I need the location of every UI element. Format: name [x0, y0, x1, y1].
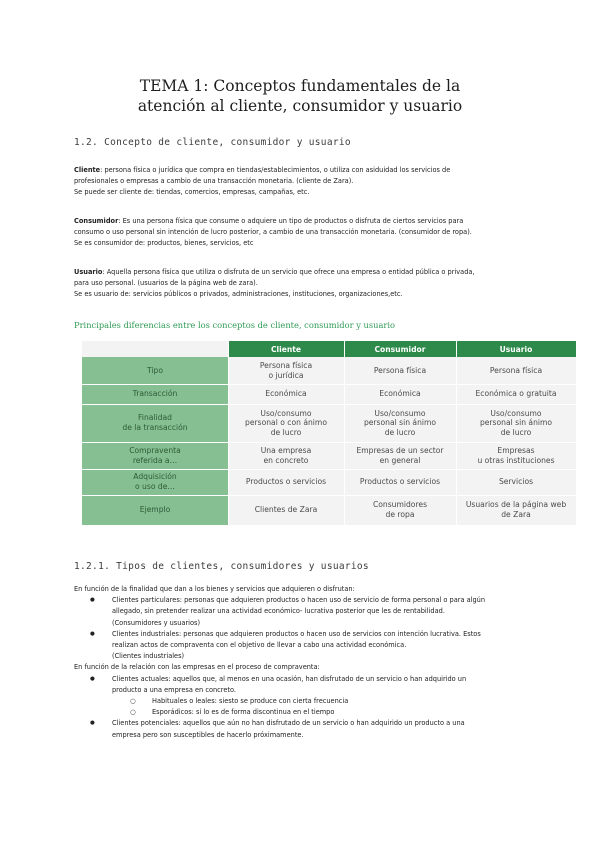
table-cell: Clientes de Zara: [254, 505, 318, 515]
definition-text: profesionales o empresas a cambio de una transacción monetaria. (cliente de Zara).: [74, 177, 354, 186]
definition-text: Se es consumidor de: productos, bienes, servicios, etc: [74, 239, 254, 248]
list-item: ● Clientes industriales: personas que adquieren productos o hacen uso de servicios con intención lucrativa. Estos: [74, 629, 564, 640]
table-row-label: Finalidad de la transacción: [122, 413, 188, 432]
term-cliente: Cliente: [74, 166, 101, 174]
definition-usuario: [74, 267, 544, 301]
table-cell: Usuarios de la página web de Zara: [465, 500, 567, 519]
table-row-label: Transacción: [132, 389, 178, 399]
term-usuario: Usuario: [74, 268, 103, 276]
comparison-table: [82, 341, 576, 525]
table-cell: Persona física: [373, 365, 427, 375]
list-item-continuation: realizan actos de compraventa con el objetivo de llevar a cabo una actividad económica.: [112, 641, 407, 650]
definition-text: consumo o uso personal sin intención de lucro posterior, a cambio de una transacción monetaria. (consumidor de ropa).: [74, 228, 472, 237]
table-cell: Económica: [265, 389, 307, 399]
table-row-label: Adquisición o uso de…: [133, 472, 177, 491]
table-cell: Persona física o jurídica: [259, 360, 313, 380]
table-row-label: Ejemplo: [139, 505, 171, 515]
table-cell: Productos o servicios: [245, 477, 327, 487]
table-cell: Uso/consumo personal sin ánimo de lucro: [363, 408, 437, 437]
definition-text: : persona física o jurídica que compra en tiendas/establecimientos, o utiliza con asiduidad los servicios de: [100, 166, 451, 174]
list-item-continuation: allegado, sin pretender realizar una actividad económico- lucrativa posterior que les de rentabilidad.: [112, 607, 445, 616]
definition-text: : Aquella persona física que utiliza o disfruta de un servicio que ofrece una empresa o entidad pública o privada,: [102, 268, 475, 276]
definition-consumidor: [74, 216, 544, 250]
table-column-divider: [344, 341, 345, 525]
table-cell: Una empresa en concreto: [260, 445, 312, 465]
sub-list-item: ○ Esporádicos: si lo es de forma discontinua en el tiempo: [74, 707, 564, 718]
table-cell: Económica: [379, 389, 421, 399]
table-header-cell: Consumidor: [344, 341, 456, 357]
table-row-divider: [82, 442, 576, 443]
list-item: ● Clientes potenciales: aquellos que aún no han disfrutado de un servicio o han adquirido un producto a una: [74, 718, 564, 729]
document-title: [0, 76, 600, 116]
intro-finalidad: En función de la finalidad que dan a los bienes y servicios que adquieren o disfrutan:: [74, 585, 355, 593]
table-header-cell: Usuario: [456, 341, 576, 357]
table-row-label: Tipo: [147, 365, 163, 375]
list-item-continuation: (Clientes industriales): [112, 652, 185, 661]
table-column-divider: [456, 341, 457, 525]
table-caption: Principales diferencias entre los conceptos de cliente, consumidor y usuario: [74, 320, 396, 330]
table-column-divider: [228, 341, 229, 525]
types-list: [74, 584, 564, 741]
section-heading-1-2-1: 1.2.1. Tipos de clientes, consumidores y usuarios: [74, 561, 369, 572]
table-cell: Uso/consumo personal sin ánimo de lucro: [479, 408, 553, 437]
list-item-continuation: empresa pero son susceptibles de hacerlo próximamente.: [112, 730, 304, 739]
title-line-2: atención al cliente, consumidor y usuario: [137, 97, 463, 115]
definition-text: para uso personal. (usuarios de la página web de zara).: [74, 279, 258, 288]
definition-cliente: [74, 165, 544, 199]
table-cell: Empresas de un sector en general: [356, 445, 444, 465]
list-item: ● Clientes actuales: aquellos que, al menos en una ocasión, han disfrutado de un servicio o han adquirido un: [74, 674, 564, 685]
list-item-continuation: producto a una empresa en concreto.: [112, 685, 236, 694]
title-line-1: TEMA 1: Conceptos fundamentales de la: [139, 77, 461, 95]
table-cell: Persona física: [489, 365, 543, 375]
list-item: ● Clientes particulares: personas que adquieren productos o hacen uso de servicio de forma personal o para algún: [74, 595, 564, 606]
table-header-cell: Cliente: [228, 341, 344, 357]
intro-relacion: En función de la relación con las empresas en el proceso de compraventa:: [74, 663, 320, 672]
section-heading-1-2: 1.2. Concepto de cliente, consumidor y usuario: [74, 137, 351, 148]
table-row-divider: [82, 469, 576, 470]
table-cell: Económica o gratuita: [475, 389, 557, 399]
table-cell: Productos o servicios: [359, 477, 441, 487]
sub-list-item: ○ Habituales o leales: siesto se produce con cierta frecuencia: [74, 696, 564, 707]
term-consumidor: Consumidor: [74, 217, 119, 225]
table-cell: Servicios: [498, 477, 534, 487]
definition-text: Se es usuario de: servicios públicos o privados, administraciones, instituciones, organizaciones,etc.: [74, 290, 403, 299]
definition-text: Se puede ser cliente de: tiendas, comercios, empresas, campañas, etc.: [74, 188, 310, 197]
table-cell: Empresas u otras instituciones: [477, 445, 555, 465]
list-item-continuation: (Consumidores y usuarios): [112, 618, 201, 627]
definition-text: : Es una persona física que consume o adquiere un tipo de productos o disfruta de ciertos servicios para: [118, 217, 464, 225]
table-row-label: Compraventa referida a…: [129, 445, 181, 465]
table-row-divider: [82, 495, 576, 496]
table-cell: Consumidores de ropa: [372, 500, 428, 519]
table-row-divider: [82, 384, 576, 385]
table-cell: Uso/consumo personal o con ánimo de lucro: [245, 408, 327, 437]
table-row-divider: [82, 404, 576, 405]
